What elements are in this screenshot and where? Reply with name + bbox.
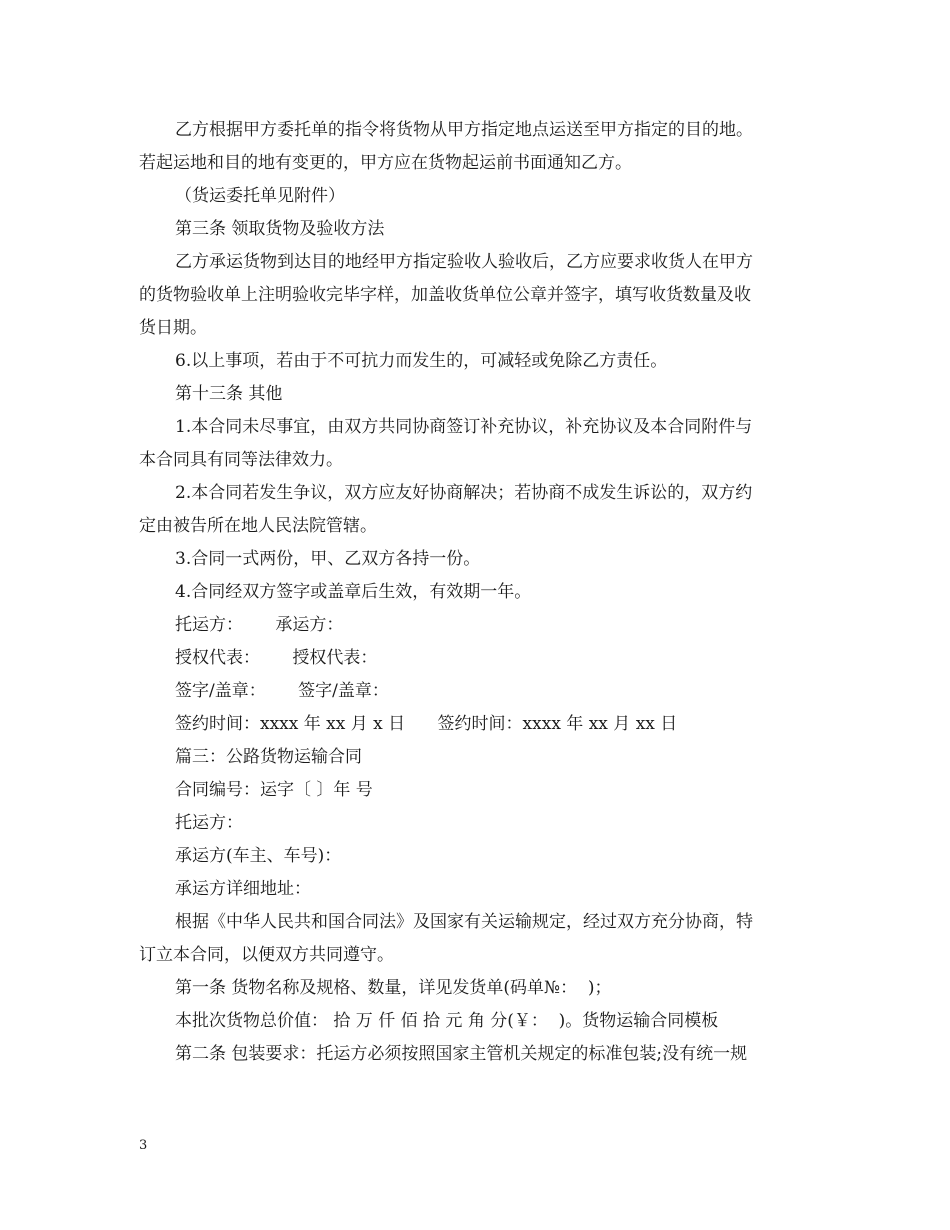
text-line: 1.本合同未尽事宜，由双方共同协商签订补充协议，补充协议及本合同附件与: [175, 417, 753, 437]
text-line: 篇三：公路货物运输合同: [175, 747, 362, 767]
text-line: 合同编号：运字〔 〕年 号: [175, 780, 373, 800]
text-line: 第一条 货物名称及规格、数量，详见发货单(码单№： )；: [175, 978, 612, 998]
text-line: 签字/盖章： 签字/盖章：: [175, 681, 389, 701]
text-line: 本合同具有同等法律效力。: [139, 450, 343, 470]
page-number: 3: [139, 1138, 148, 1153]
text-line: 乙方根据甲方委托单的指令将货物从甲方指定地点运送至甲方指定的目的地。: [175, 120, 753, 140]
text-line: 定由被告所在地人民法院管辖。: [139, 516, 377, 536]
text-line: 承运方详细地址：: [175, 879, 311, 899]
text-line: 承运方(车主、车号)：: [175, 846, 342, 866]
text-line: 4.合同经双方签字或盖章后生效，有效期一年。: [175, 582, 532, 602]
text-line: 货日期。: [139, 318, 207, 338]
text-line: 2.本合同若发生争议，双方应友好协商解决；若协商不成发生诉讼的，双方约: [175, 483, 753, 503]
text-line: 授权代表： 授权代表：: [175, 648, 378, 668]
text-line: 订立本合同，以便双方共同遵守。: [139, 945, 394, 965]
text-line: （货运委托单见附件）: [175, 186, 345, 206]
text-line: 托运方： 承运方：: [175, 615, 344, 635]
text-line: 若起运地和目的地有变更的，甲方应在货物起运前书面通知乙方。: [139, 153, 632, 173]
text-line: 第三条 领取货物及验收方法: [175, 219, 385, 239]
text-line: 签约时间：xxxx 年 xx 月 x 日 签约时间：xxxx 年 xx 月 xx 日: [175, 714, 678, 734]
text-line: 乙方承运货物到达目的地经甲方指定验收人验收后，乙方应要求收货人在甲方: [175, 252, 753, 272]
text-line: 6.以上事项，若由于不可抗力而发生的，可减轻或免除乙方责任。: [175, 351, 668, 371]
text-line: 3.合同一式两份，甲、乙双方各持一份。: [175, 549, 481, 569]
text-line: 托运方：: [175, 813, 243, 833]
text-line: 第十三条 其他: [175, 384, 283, 404]
text-line: 本批次货物总价值： 拾 万 仟 佰 拾 元 角 分(￥： )。货物运输合同模板: [175, 1011, 719, 1031]
document-body: [139, 114, 814, 1071]
text-line: 第二条 包装要求：托运方必须按照国家主管机关规定的标准包装;没有统一规: [175, 1044, 748, 1064]
text-line: 根据《中华人民共和国合同法》及国家有关运输规定，经过双方充分协商，特: [175, 912, 753, 932]
text-line: 的货物验收单上注明验收完毕字样，加盖收货单位公章并签字，填写收货数量及收: [139, 285, 751, 305]
